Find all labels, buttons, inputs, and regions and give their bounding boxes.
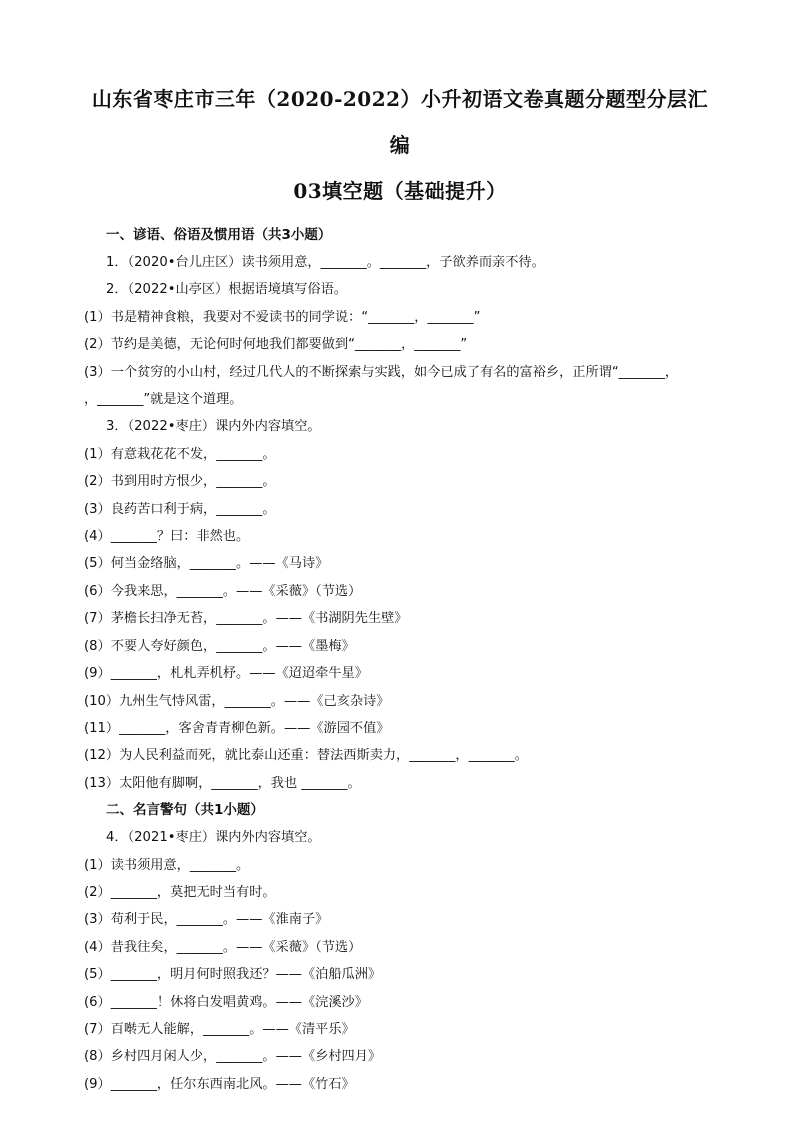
document-title-line-1: 山东省枣庄市三年（2020-2022）小升初语文卷真题分题型分层汇编 [91,87,709,157]
fill-in-item: (7）百啭无人能解，_______。——《清平乐》 [84,1021,355,1037]
fill-in-item: (1）书是精神食粮，我要对不爱读书的同学说：“_______，_______” [84,309,481,325]
section-heading: 二、名言警句（共1小题） [106,802,264,819]
fill-in-item: (13）太阳他有脚啊，_______，我也 _______。 [84,775,361,791]
fill-in-item: (2）书到用时方恨少，_______。 [84,474,276,490]
fill-in-item: (6）_______！休将白发唱黄鸡。——《浣溪沙》 [84,994,368,1010]
fill-in-item: (12）为人民利益而死，就比泰山还重：替法西斯卖力，_______，_______。 [84,748,528,764]
question-stem: 3．（2022•枣庄）课内外内容填空。 [106,419,321,435]
fill-in-item: (9）_______，札札弄机杼。——《迢迢牵牛星》 [84,666,368,682]
fill-in-item: (3）一个贫穷的小山村，经过几代人的不断探索与实践，如今已成了有名的富裕乡，正所谓“_______， [84,364,679,380]
fill-in-item: (7）茅檐长扫净无苔，_______。——《书湖阴先生壁》 [84,611,408,627]
fill-in-item: (2）节约是美德，无论何时何地我们都要做到“_______，_______” [84,337,468,353]
fill-in-item: (1）读书须用意，_______。 [84,857,250,873]
question-stem: 4．（2021•枣庄）课内外内容填空。 [106,830,321,846]
fill-in-item: (1）有意栽花花不发，_______。 [84,446,276,462]
fill-in-item: (5）_______，明月何时照我还？——《泊船瓜洲》 [84,967,382,983]
fill-in-item: (10）九州生气恃风雷，_______。——《己亥杂诗》 [84,693,390,709]
fill-in-item: (2）_______，莫把无时当有时。 [84,884,276,900]
fill-in-item: (3）苟利于民，_______。——《淮南子》 [84,912,329,928]
fill-in-item: (4）_______？曰：非然也。 [84,529,250,545]
question-stem: 1．（2020•台儿庄区）读书须用意，_______。_______，子欲养而亲不待。 [106,255,545,270]
fill-in-item: (8）乡村四月闲人少，_______。——《乡村四月》 [84,1049,382,1065]
document-title-line-2: 03填空题（基础提升） [293,179,507,203]
fill-in-item: (3）良药苦口利于病，_______。 [84,501,276,517]
fill-in-item: (8）不要人夸好颜色，_______。——《墨梅》 [84,638,355,654]
document-body [84,222,716,1098]
fill-in-item: (9）_______，任尔东西南北风。——《竹石》 [84,1076,355,1092]
fill-in-item: (5）何当金络脑，_______。——《马诗》 [84,556,329,572]
question-stem: 2．（2022•山亭区）根据语境填写俗语。 [106,282,347,298]
fill-in-item: (6）今我来思，_______。——《采薇》（节选） [84,583,362,599]
fill-in-item: ，_______”就是这个道理。 [84,392,243,408]
fill-in-item: (4）昔我往矣，_______。——《采薇》（节选） [84,939,362,955]
section-heading: 一、谚语、俗语及惯用语（共3小题） [106,227,332,243]
fill-in-item: (11）_______，客舍青青柳色新。——《游园不值》 [84,720,390,736]
